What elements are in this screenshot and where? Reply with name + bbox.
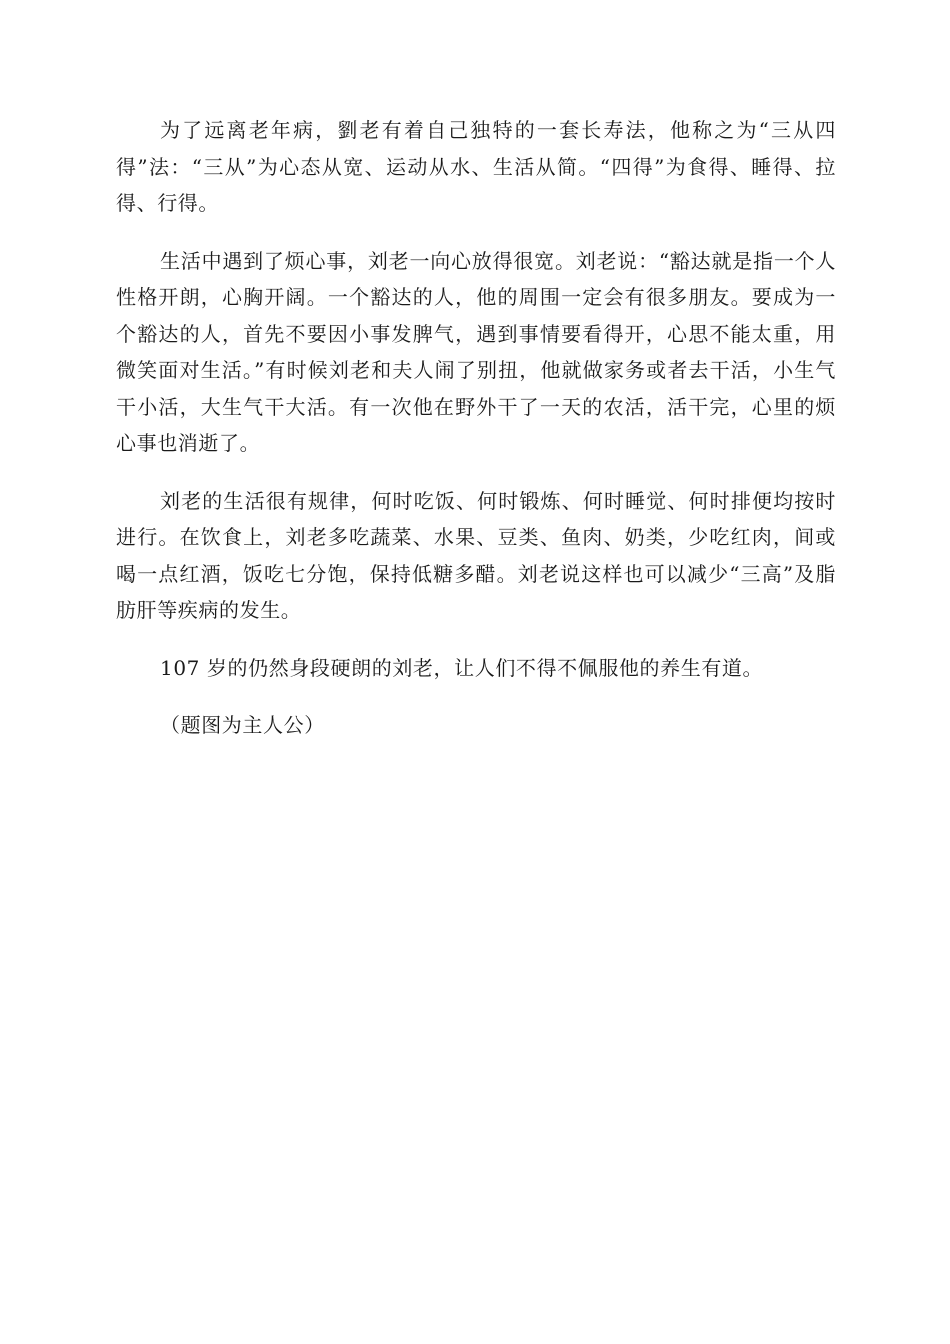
image-caption: （题图为主人公） xyxy=(160,713,325,737)
paragraph-regular-life: 刘老的生活很有规律，何时吃饭、何时锻炼、何时睡觉、何时排便均按时进行。在饮食上，刘老多吃蔬菜、水果、豆类、鱼肉、奶类，少吃红肉，间或喝一点红酒，饭吃七分饱，保持低糖多醋。刘老说这样也可以减少“三高”及脂肪肝等疾病的发生。 xyxy=(116,488,836,622)
paragraph-open-mind: 生活中遇到了烦心事，刘老一向心放得很宽。刘老说：“豁达就是指一个人性格开朗，心胸开阔。一个豁达的人，他的周围一定会有很多朋友。要成为一个豁达的人，首先不要因小事发脾气，遇到事情要看得开，心思不能太重，用微笑面对生活。”有时候刘老和夫人闹了别扭，他就做家务或者去干活，小生气干小活，大生气干大活。有一次他在野外干了一天的农活，活干完，心里的烦心事也消逝了。 xyxy=(116,248,836,455)
paragraph-longevity-method: 为了远离老年病，劉老有着自己独特的一套长寿法，他称之为“三从四得”法：“三从”为心态从宽、运动从水、生活从简。“四得”为食得、睡得、拉得、行得。 xyxy=(116,118,836,215)
document-body xyxy=(116,112,836,744)
paragraph-conclusion: 107 岁的仍然身段硬朗的刘老，让人们不得不佩服他的养生有道。 xyxy=(160,655,764,680)
